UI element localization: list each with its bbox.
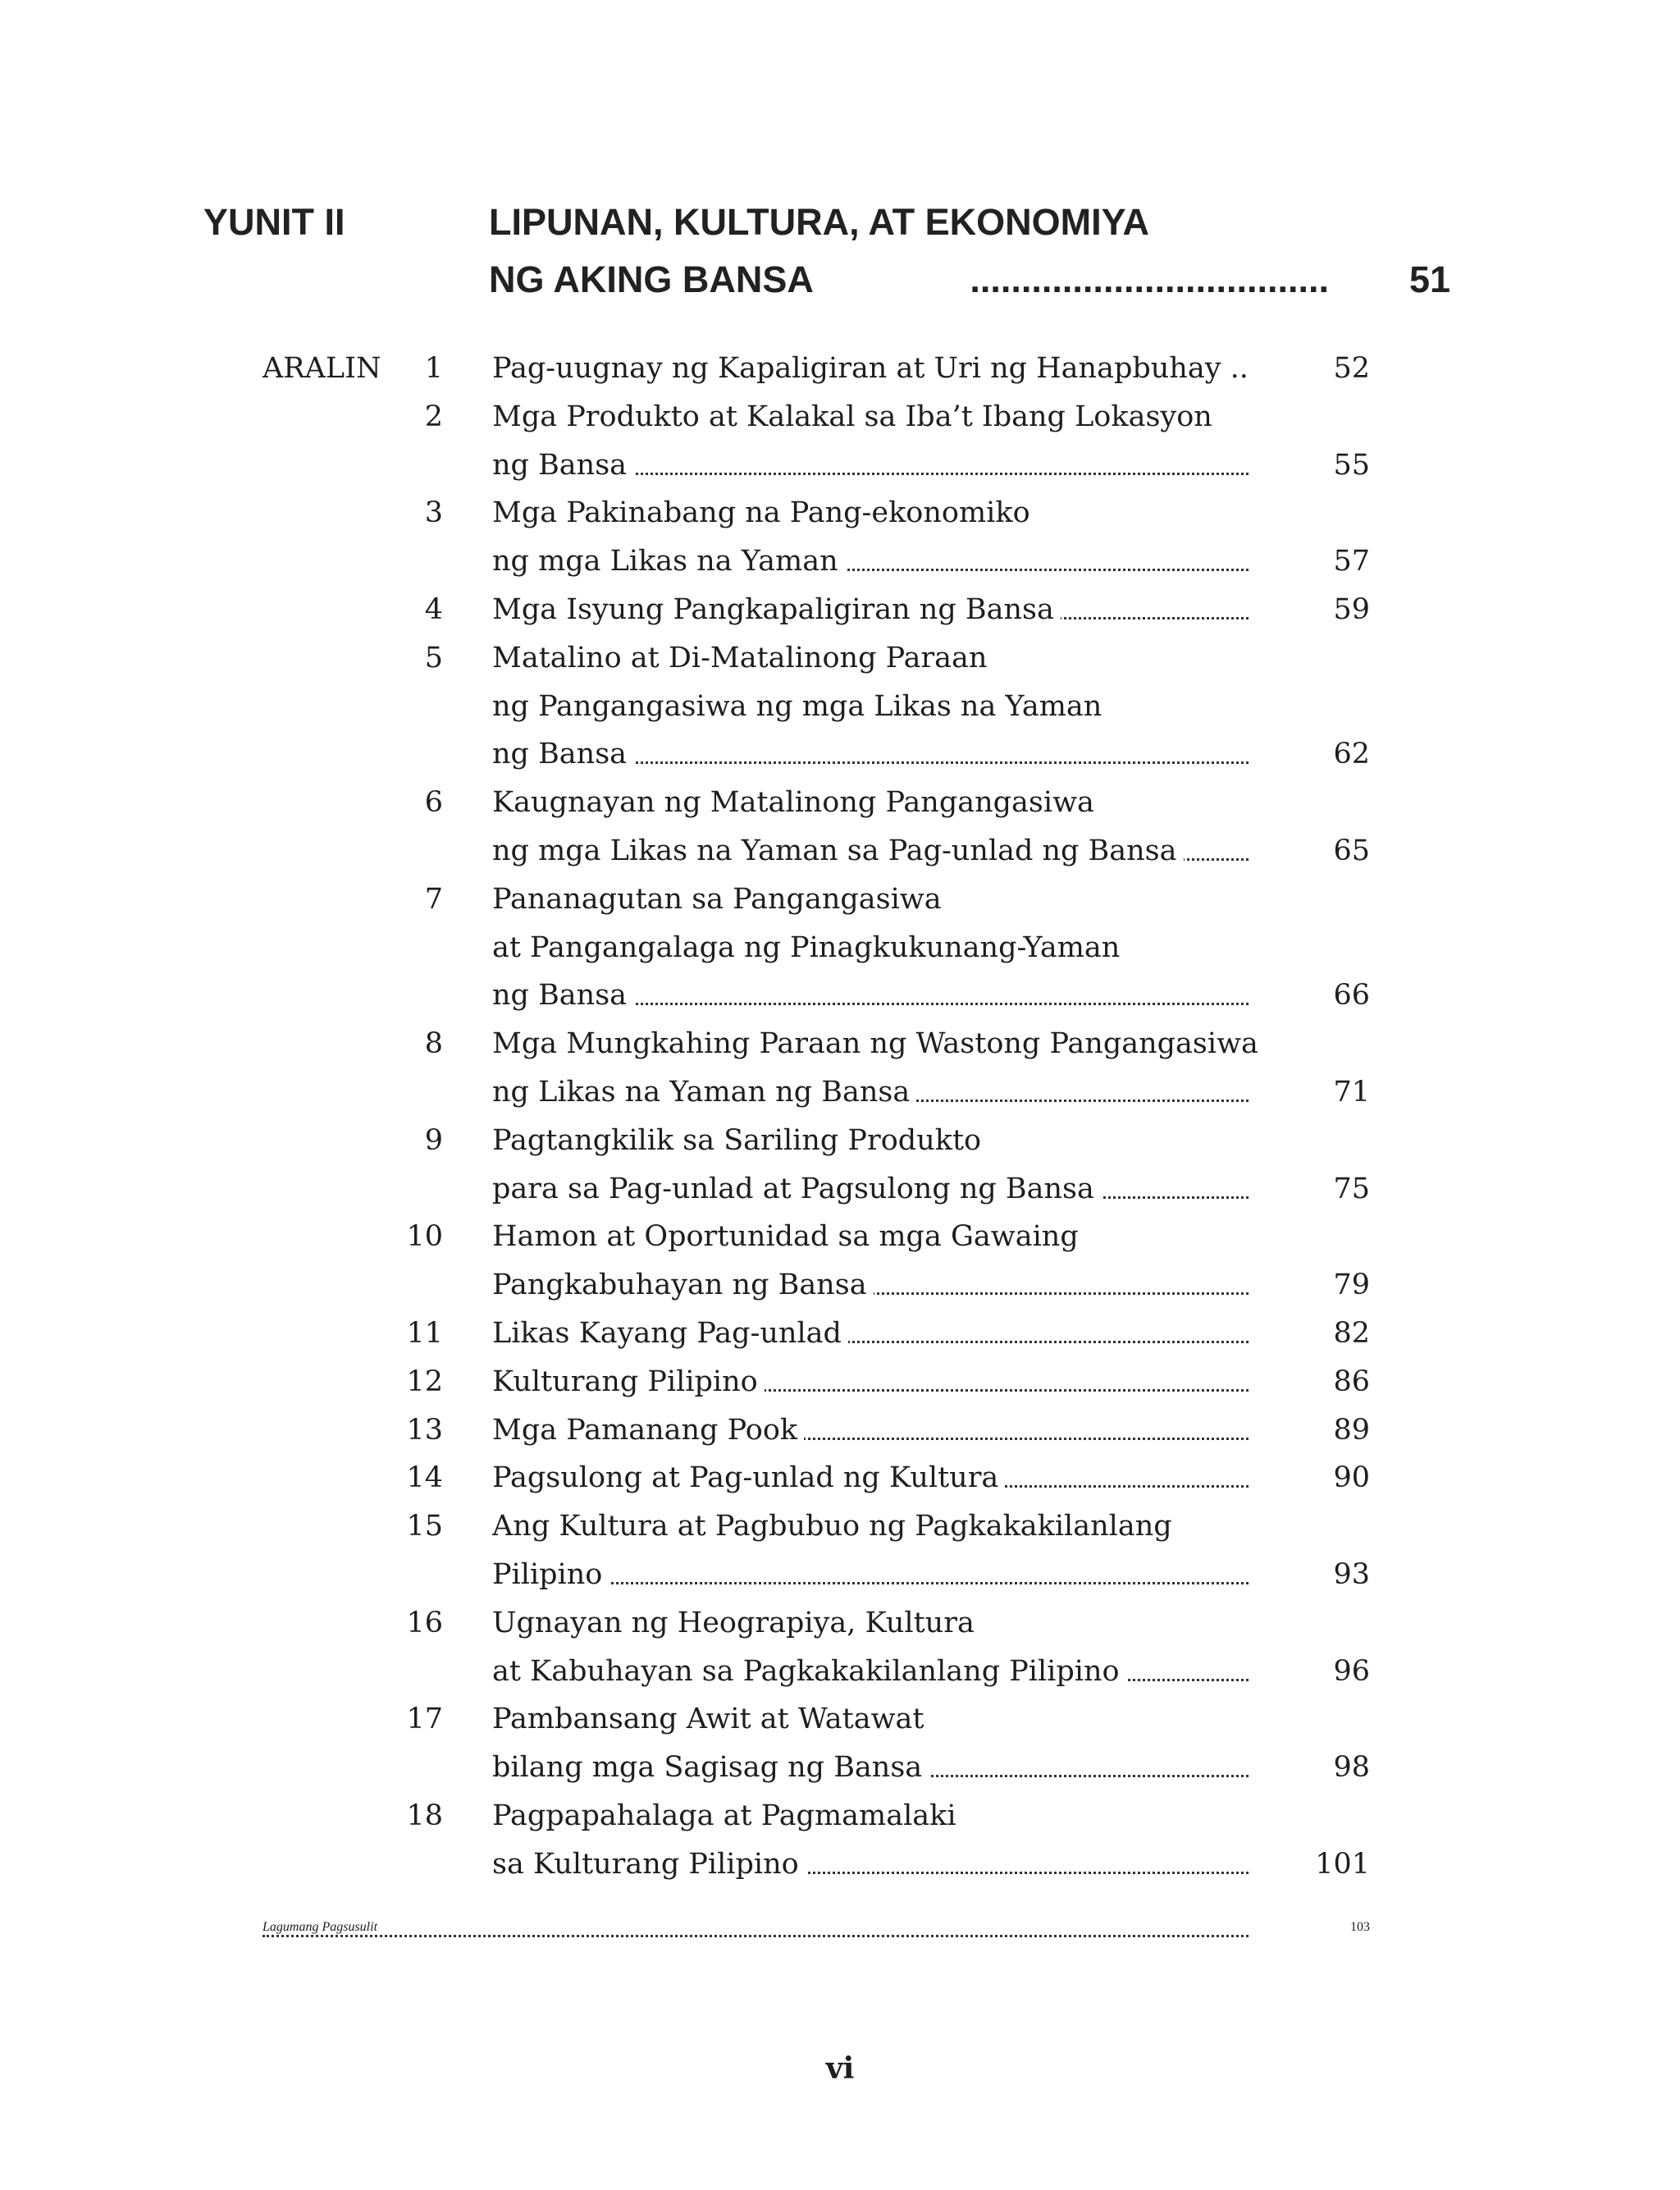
lesson-title-line: ng mga Likas na Yaman sa Pag-unlad ng Bansa: [492, 834, 1184, 867]
toc-entry[interactable]: [0, 393, 1680, 490]
lesson-title-line: bilang mga Sagisag ng Bansa: [492, 1751, 929, 1784]
lesson-title-line: ng mga Likas na Yaman: [492, 545, 845, 578]
lesson-number: 6: [424, 786, 443, 820]
lesson-page-number: 79: [1333, 1269, 1370, 1302]
lesson-title-leader: [492, 730, 1249, 778]
aralin-label: ARALIN: [262, 352, 381, 385]
lesson-page-number: 57: [1333, 545, 1370, 578]
lesson-page-number: 59: [1333, 593, 1370, 626]
toc-entry[interactable]: [0, 1358, 1680, 1406]
toc-entry[interactable]: [0, 1020, 1680, 1117]
lesson-title-line: Pag-uugnay ng Kapaligiran at Uri ng Hanapbuhay ..: [492, 352, 1249, 385]
lesson-title-line: Mga Isyung Pangkapaligiran ng Bansa: [492, 593, 1061, 626]
lesson-page-number: 89: [1333, 1413, 1370, 1447]
toc-entry[interactable]: [0, 1406, 1680, 1455]
lesson-number: 16: [406, 1606, 443, 1639]
lesson-title-leader: [492, 441, 1249, 489]
lesson-title-leader: [492, 586, 1249, 633]
toc-entry[interactable]: [0, 345, 1680, 393]
lesson-title-line: ng Pangangasiwa ng mga Likas na Yaman: [492, 689, 1102, 723]
lesson-title-line: Kulturang Pilipino: [492, 1365, 765, 1398]
lesson-title-line: Mga Pamanang Pook: [492, 1414, 804, 1447]
toc-entry[interactable]: [0, 1454, 1680, 1502]
lesson-title-line: Pambansang Awit at Watawat: [492, 1703, 924, 1736]
lesson-title-leader: [492, 972, 1249, 1019]
lesson-number: 2: [424, 400, 443, 433]
leader-dots: [262, 1935, 1249, 1937]
toc-entry[interactable]: [0, 779, 1680, 876]
summary-leader: [262, 1904, 1249, 1951]
lesson-title-line: Pagtangkilik sa Sariling Produkto: [492, 1123, 982, 1157]
toc-entry[interactable]: [0, 1792, 1680, 1889]
lesson-title-line: sa Kulturang Pilipino: [492, 1848, 806, 1881]
lesson-title-line: Pagsulong at Pag-unlad ng Kultura: [492, 1461, 1005, 1494]
toc-entry[interactable]: [0, 634, 1680, 779]
toc-entry[interactable]: [0, 489, 1680, 586]
lesson-page-number: 52: [1333, 352, 1370, 385]
lesson-title-line: para sa Pag-unlad at Pagsulong ng Bansa: [492, 1173, 1101, 1205]
lesson-page-number: 90: [1333, 1461, 1370, 1495]
lesson-number: 9: [424, 1123, 443, 1157]
unit-label: YUNIT II: [203, 201, 345, 243]
lesson-title-leader: [492, 537, 1249, 585]
lesson-title-line: Ugnayan ng Heograpiya, Kultura: [492, 1606, 975, 1639]
lesson-title-leader: [492, 1840, 1249, 1888]
lesson-page-number: 86: [1333, 1365, 1370, 1398]
summary-entry: [262, 1904, 1370, 1951]
lesson-number: 15: [406, 1510, 443, 1543]
lesson-number: 14: [406, 1461, 443, 1495]
lesson-title-line: at Kabuhayan sa Pagkakakilanlang Pilipino: [492, 1655, 1126, 1688]
lesson-number: 18: [406, 1799, 443, 1832]
lesson-title-leader: [492, 345, 1249, 392]
lesson-page-number: 71: [1333, 1075, 1370, 1109]
lesson-page-number: 82: [1333, 1317, 1370, 1350]
lesson-title-leader: [492, 1744, 1249, 1791]
toc-entry[interactable]: [0, 1213, 1680, 1310]
lesson-number: 13: [406, 1413, 443, 1447]
lesson-page-number: 93: [1333, 1557, 1370, 1591]
summary-page-number: 103: [1350, 1920, 1370, 1934]
lesson-number: 12: [406, 1365, 443, 1398]
page-footer-number: vi: [825, 2051, 855, 2086]
toc-entry[interactable]: [0, 586, 1680, 634]
unit-title-line2: NG AKING BANSA: [489, 251, 819, 309]
unit-leader-dots: ...................................: [970, 258, 1329, 300]
toc-entry[interactable]: [0, 1599, 1680, 1696]
lesson-number: 7: [424, 882, 443, 916]
lesson-page-number: 75: [1333, 1172, 1370, 1205]
lesson-number: 1: [424, 352, 443, 385]
lesson-title-leader: [492, 1648, 1249, 1695]
lesson-number: 17: [406, 1703, 443, 1736]
lesson-title-line: Ang Kultura at Pagbubuo ng Pagkakakilanlang: [492, 1510, 1172, 1543]
lesson-page-number: 65: [1333, 834, 1370, 867]
lesson-page-number: 62: [1333, 738, 1370, 771]
lesson-title-line: ng Bansa: [492, 449, 633, 482]
lesson-title-leader: [492, 1165, 1249, 1213]
toc-entry[interactable]: [0, 1502, 1680, 1599]
summary-label: Lagumang Pagsusulit: [262, 1920, 384, 1934]
lesson-title-line: Pananagutan sa Pangangasiwa: [492, 882, 942, 916]
lesson-page-number: 66: [1333, 979, 1370, 1013]
lesson-title-leader: [492, 1551, 1249, 1598]
toc-entry[interactable]: [0, 876, 1680, 1020]
lesson-title-line: Matalino at Di-Matalinong Paraan: [492, 641, 988, 674]
lesson-title-line: ng Bansa: [492, 979, 633, 1012]
unit-title-line1: LIPUNAN, KULTURA, AT EKONOMIYA: [489, 201, 1149, 243]
lesson-title-leader: [492, 1261, 1249, 1309]
lesson-title-line: Likas Kayang Pag-unlad: [492, 1317, 848, 1350]
lesson-title-leader: [492, 1406, 1249, 1454]
lesson-title-line: Pangkabuhayan ng Bansa: [492, 1269, 874, 1301]
lesson-number: 11: [406, 1317, 443, 1350]
lesson-page-number: 101: [1315, 1847, 1370, 1881]
lesson-title-line: ng Likas na Yaman ng Bansa: [492, 1076, 916, 1109]
lesson-title-line: Mga Produkto at Kalakal sa Iba’t Ibang Lokasyon: [492, 400, 1212, 433]
lesson-page-number: 96: [1333, 1654, 1370, 1688]
lesson-title-line: Pagpapahalaga at Pagmamalaki: [492, 1799, 956, 1832]
lesson-title-leader: [492, 1454, 1249, 1502]
lesson-title-leader: [492, 1068, 1249, 1116]
lesson-title-line: Kaugnayan ng Matalinong Pangangasiwa: [492, 786, 1094, 820]
toc-entry[interactable]: [0, 1117, 1680, 1214]
lesson-title-line: ng Bansa: [492, 738, 633, 770]
lesson-number: 10: [406, 1220, 443, 1254]
lesson-title-line: Mga Pakinabang na Pang-ekonomiko: [492, 496, 1030, 530]
toc-entry[interactable]: [0, 1310, 1680, 1358]
lesson-number: 5: [424, 641, 443, 674]
lesson-title-line: at Pangangalaga ng Pinagkukunang-Yaman: [492, 930, 1121, 964]
lesson-title-leader: [492, 1310, 1249, 1357]
toc-entry[interactable]: [0, 1695, 1680, 1792]
lesson-number: 3: [424, 496, 443, 530]
lesson-page-number: 98: [1333, 1751, 1370, 1785]
lesson-title-line: Mga Mungkahing Paraan ng Wastong Pangangasiwa: [492, 1027, 1258, 1061]
lesson-title-line: Pilipino: [492, 1558, 609, 1591]
lesson-title-leader: [492, 827, 1249, 875]
unit-page-number: 51: [1408, 258, 1450, 300]
lesson-title-leader: [492, 1358, 1249, 1406]
lesson-title-line: Hamon at Oportunidad sa mga Gawaing: [492, 1220, 1079, 1254]
lesson-number: 8: [424, 1027, 443, 1061]
unit-title-line2-row: [489, 251, 1450, 309]
lesson-page-number: 55: [1333, 448, 1370, 482]
lesson-number: 4: [424, 593, 443, 626]
